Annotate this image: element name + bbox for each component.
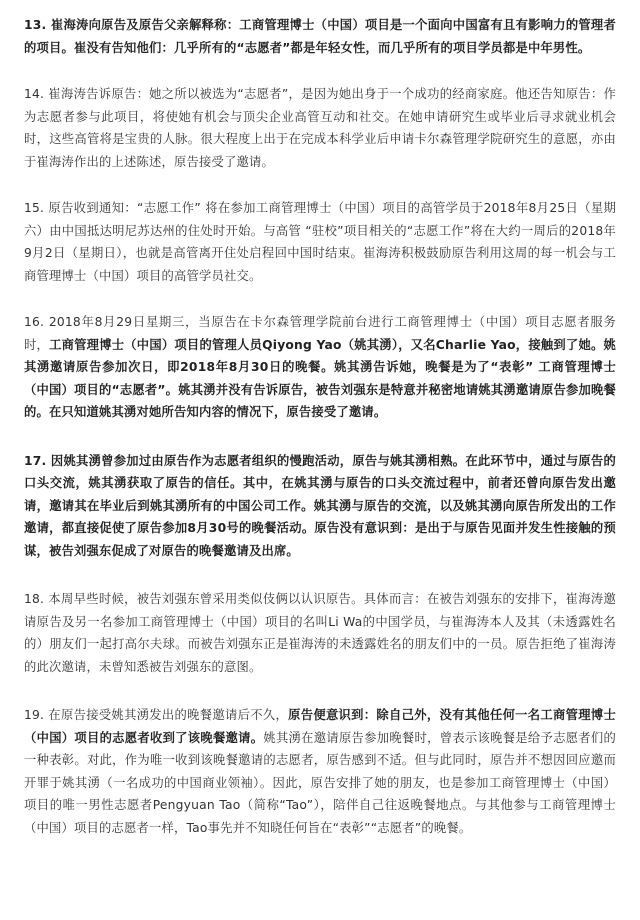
paragraph-19-text-plain-2: 姚其湧在邀请原告参加晚餐时，曾表示该晚餐是给予志愿者们的一种表彰。对此，作为唯一收到该晚餐邀请的志愿者，原告感到不适。但与此同时，原告并不想因回应邀而开罪于姚其湧（一名成功的中国商业领袖）。因此，原告安排了她的朋友，也是参加工商管理博士（中国）项目的唯一男性志愿者Pengyuan Tao（简称“Tao”），陪伴自己往返晚餐地点。与其他参与工商管理博士（中国）项目的志愿者一样，Tao事先并不知晓任何旨在“表彰”“志愿者”的晚餐。 <box>24 730 616 835</box>
paragraph-16-text-bold: 工商管理博士（中国）项目的管理人员Qiyong Yao（姚其湧），又名Charlie Yao，接触到了她。姚其湧邀请原告参加次日，即2018年8月30日的晚餐。姚其湧告诉她，晚餐是为了“表彰” 工商管理博士（中国）项目的“志愿者”。姚其湧并没有告诉原告，被告刘强东是特意并秘密地请姚其湧邀请原告参加晚餐的。在只知道姚其湧对她所告知内容的情况下，原告接受了邀请。 <box>24 337 617 419</box>
paragraph-16-text-plain: 16. 2018年8月29日星期三，当原告在卡尔森管理学院前台进行工商管理博士（中国）项目志愿者服务时， <box>24 315 616 352</box>
paragraph-19-text-plain-1: 19. 在原告接受姚其湧发出的晚餐邀请后不久， <box>24 708 289 722</box>
paragraph-15-text: 15. 原告收到通知：“志愿工作” 将在参加工商管理博士（中国）项目的高管学员于2018年8月25日（星期六）由中国抵达明尼苏达州的住处时开始。与高管 “驻校”项目相关的“志愿工作”将在大约一周后的2018年9月2日（星期日），也就是高管离开住处启程回中国时结束。崔海涛积极鼓励原告利用这周的每一机会与工商管理博士（中国）项目的高管学员社交。 <box>24 201 616 283</box>
paragraph-14 <box>24 83 616 173</box>
paragraph-15 <box>24 197 616 287</box>
paragraph-13-text: 13. 崔海涛向原告及原告父亲解释称：工商管理博士（中国）项目是一个面向中国富有且有影响力的管理者的项目。崔没有告知他们：几乎所有的“志愿者”都是年轻女性，而几乎所有的项目学员都是中年男性。 <box>24 18 616 55</box>
paragraph-18-text: 18. 本周早些时候，被告刘强东曾采用类似伎俩以认识原告。具体而言：在被告刘强东的安排下，崔海涛邀请原告及另一名参加工商管理博士（中国）项目的名叫Li Wa的中国学员，与崔海涛本人及其（未透露姓名的）朋友们一起打高尔夫球。而被告刘强东正是崔海涛的未透露姓名的朋友们中的一员。原告拒绝了崔海涛的此次邀请，未曾知悉被告刘强东的意图。 <box>24 592 616 674</box>
paragraph-13 <box>24 14 616 59</box>
paragraph-17-text: 17. 因姚其湧曾参加过由原告作为志愿者组织的慢跑活动，原告与姚其湧相熟。在此环节中，通过与原告的口头交流，姚其湧获取了原告的信任。其中，在姚其湧与原告的口头交流过程中，前者还曾向原告发出邀请，邀请其在毕业后到姚其湧所有的中国公司工作。姚其湧与原告的交流，以及姚其湧向原告所发出的工作邀请，都直接促使了原告参加8月30号的晚餐活动。原告没有意识到：是出于与原告见面并发生性接触的预谋，被告刘强东促成了对原告的晚餐邀请及出席。 <box>24 453 616 558</box>
paragraph-18 <box>24 588 616 678</box>
paragraph-19-text-bold: 原告便意识到：除自己外，没有其他任何一名工商管理博士（中国）项目的志愿者收到了该晚餐邀请。 <box>24 708 616 745</box>
paragraph-16 <box>24 311 616 424</box>
paragraph-17 <box>24 450 616 563</box>
paragraph-19 <box>24 704 616 839</box>
paragraph-14-text: 14. 崔海涛告诉原告：她之所以被选为“志愿者”，是因为她出身于一个成功的经商家庭。他还告知原告：作为志愿者参与此项目，将使她有机会与顶尖企业高管互动和社交。在她申请研究生或毕业后寻求就业机会时，这些高管将是宝贵的人脉。很大程度上出于在完成本科学业后申请卡尔森管理学院研究生的意愿，亦由于崔海涛作出的上述陈述，原告接受了邀请。 <box>24 87 616 169</box>
